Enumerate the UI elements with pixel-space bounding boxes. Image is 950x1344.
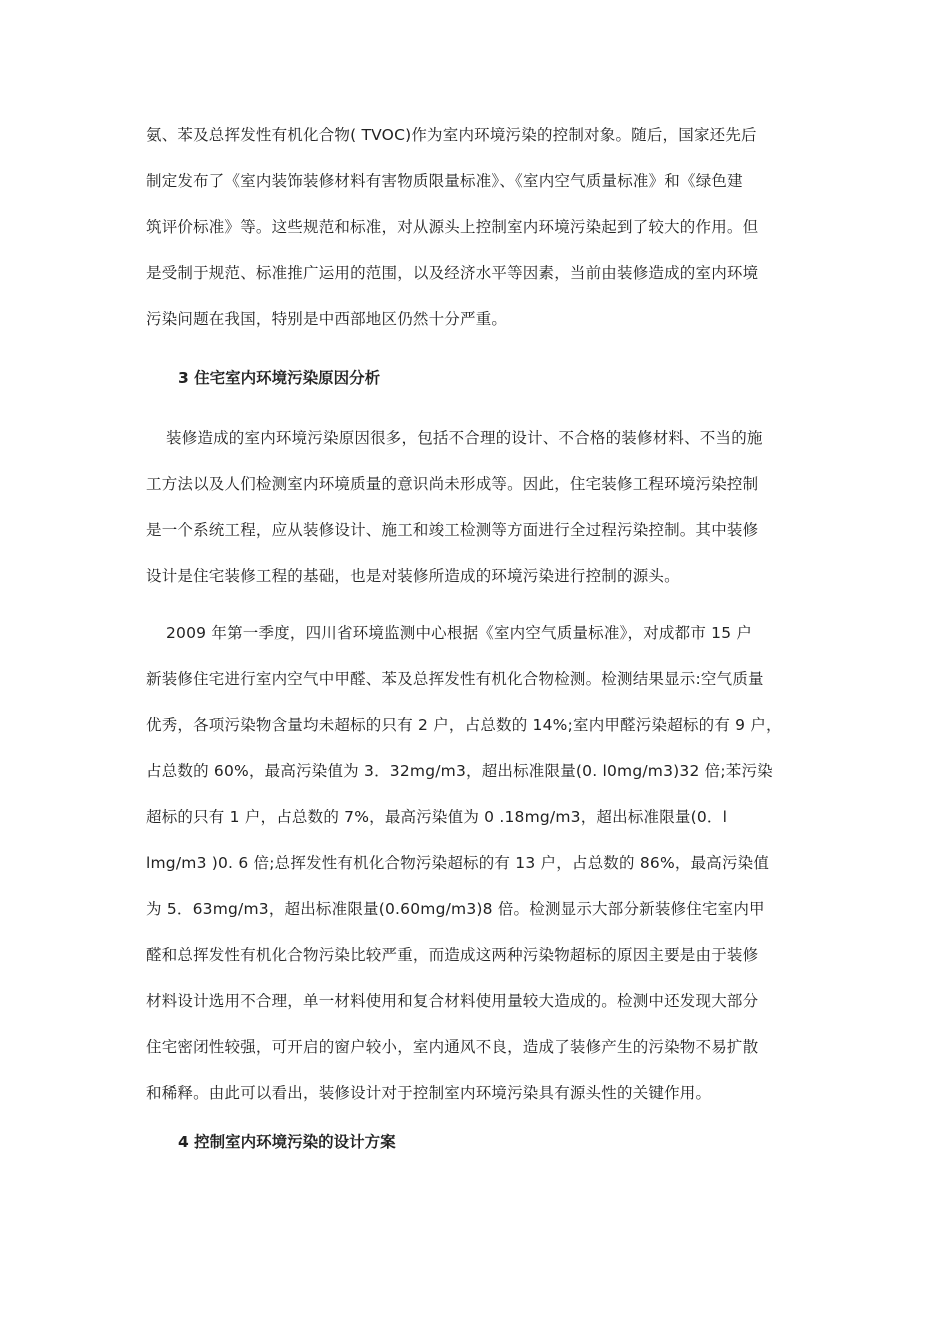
section-heading-4: 4 控制室内环境污染的设计方案 xyxy=(178,1133,396,1151)
text-line: 2009 年第一季度，四川省环境监测中心根据《室内空气质量标准》，对成都市 15 户 xyxy=(166,624,753,642)
text-line: 筑评价标准》等。这些规范和标准，对从源头上控制室内环境污染起到了较大的作用。但 xyxy=(146,218,759,236)
text-line: 和稀释。由此可以看出，装修设计对于控制室内环境污染具有源头性的关键作用。 xyxy=(146,1084,712,1102)
text-line: 是受制于规范、标准推广运用的范围，以及经济水平等因素，当前由装修造成的室内环境 xyxy=(146,264,759,282)
text-line: lmg/m3 )0. 6 倍;总挥发性有机化合物污染超标的有 13 户，占总数的 86%，最高污染值 xyxy=(146,854,770,872)
text-line: 新装修住宅进行室内空气中甲醛、苯及总挥发性有机化合物检测。检测结果显示:空气质量 xyxy=(146,670,764,688)
text-line: 装修造成的室内环境污染原因很多，包括不合理的设计、不合格的装修材料、不当的施 xyxy=(166,429,763,447)
text-line: 污染问题在我国，特别是中西部地区仍然十分严重。 xyxy=(146,310,508,328)
text-line: 醛和总挥发性有机化合物污染比较严重，而造成这两种污染物超标的原因主要是由于装修 xyxy=(146,946,759,964)
text-line: 住宅密闭性较强，可开启的窗户较小，室内通风不良，造成了装修产生的污染物不易扩散 xyxy=(146,1038,759,1056)
paragraph-causes xyxy=(146,415,826,599)
text-line: 设计是住宅装修工程的基础，也是对装修所造成的环境污染进行控制的源头。 xyxy=(146,567,680,585)
text-line: 为 5．63mg/m3，超出标准限量(0.60mg/m3)8 倍。检测显示大部分新装修住宅室内甲 xyxy=(146,900,765,918)
text-line: 是一个系统工程，应从装修设计、施工和竣工检测等方面进行全过程污染控制。其中装修 xyxy=(146,521,759,539)
text-line: 氨、苯及总挥发性有机化合物( TVOC)作为室内环境污染的控制对象。随后，国家还先后 xyxy=(146,126,757,144)
paragraph-intro xyxy=(146,112,826,342)
text-line: 工方法以及人们检测室内环境质量的意识尚未形成等。因此，住宅装修工程环境污染控制 xyxy=(146,475,759,493)
text-line: 制定发布了《室内装饰装修材料有害物质限量标准》、《室内空气质量标准》和《绿色建 xyxy=(146,172,743,190)
text-line: 优秀，各项污染物含量均未超标的只有 2 户，占总数的 14%;室内甲醛污染超标的有 9 户， xyxy=(146,716,782,734)
paragraph-monitoring xyxy=(146,610,826,1116)
text-line: 超标的只有 1 户，占总数的 7%，最高污染值为 0 .18mg/m3，超出标准限量(0．l xyxy=(146,808,728,826)
section-heading-3: 3 住宅室内环境污染原因分析 xyxy=(178,369,381,387)
text-line: 材料设计选用不合理，单一材料使用和复合材料使用量较大造成的。检测中还发现大部分 xyxy=(146,992,759,1010)
text-line: 占总数的 60%，最高污染值为 3．32mg/m3，超出标准限量(0. l0mg/m3)32 倍;苯污染 xyxy=(146,762,773,780)
